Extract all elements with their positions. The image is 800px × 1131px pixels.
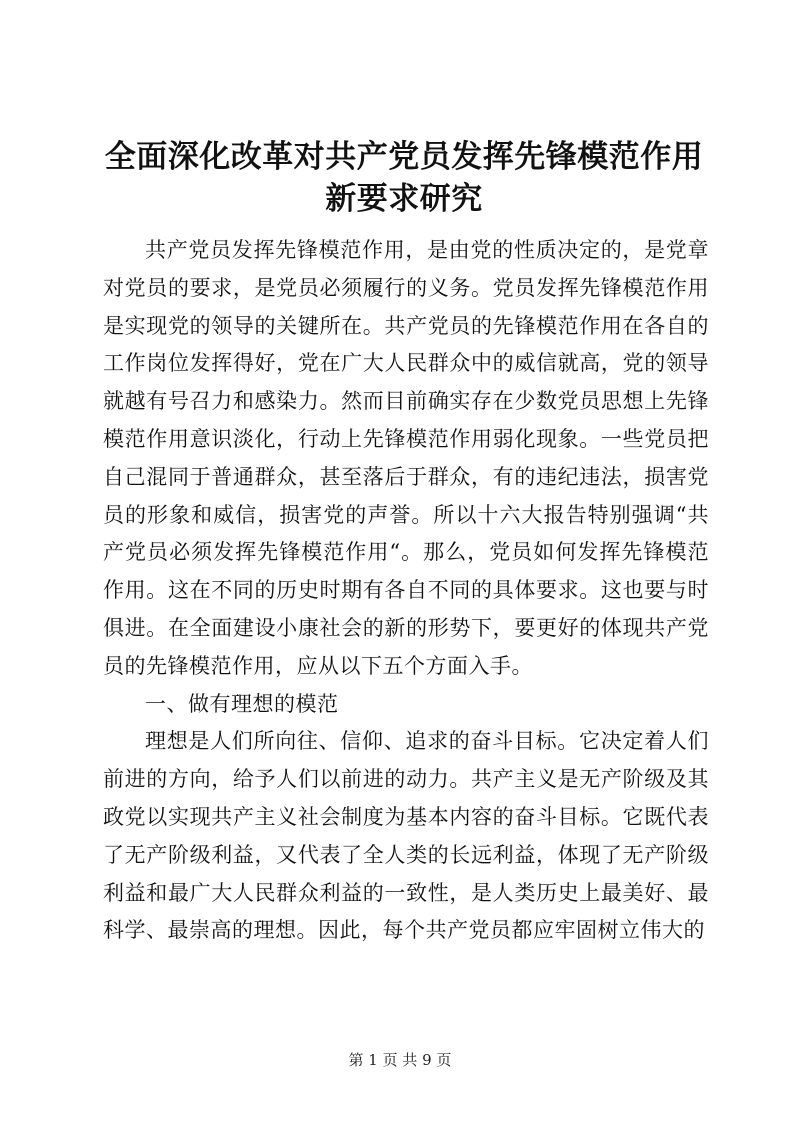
document-body bbox=[103, 232, 709, 950]
section-heading-1: 一、做有理想的模范 bbox=[145, 691, 339, 716]
document-title: 全面深化改革对共产党员发挥先锋模范作用新要求研究 bbox=[104, 139, 704, 217]
page-footer: 第 1 页 共 9 页 bbox=[348, 1051, 452, 1069]
paragraph-intro: 共产党员发挥先锋模范作用，是由党的性质决定的，是党章对党员的要求，是党员必须履行的义务。党员发挥先锋模范作用是实现党的领导的关键所在。共产党员的先锋模范作用在各自的工作岗位发挥得好，党在广大人民群众中的威信就高，党的领导就越有号召力和感染力。然而目前确实存在少数党员思想上先锋模范作用意识淡化，行动上先锋模范作用弱化现象。一些党员把自己混同于普通群众，甚至落后于群众，有的违纪违法，损害党员的形象和威信，损害党的声誉。所以十六大报告特别强调“共产党员必须发挥先锋模范作用“。那么，党员如何发挥先锋模范作用。这在不同的历史时期有各自不同的具体要求。这也要与时俱进。在全面建设小康社会的新的形势下，要更好的体现共产党员的先锋模范作用，应从以下五个方面入手。 bbox=[103, 238, 709, 678]
paragraph-ideal: 理想是人们所向往、信仰、追求的奋斗目标。它决定着人们前进的方向，给予人们以前进的动力。共产主义是无产阶级及其政党以实现共产主义社会制度为基本内容的奋斗目标。它既代表了无产阶级利益，又代表了全人类的长远利益，体现了无产阶级利益和最广大人民群众利益的一致性，是人类历史上最美好、最科学、最崇高的理想。因此，每个共产党员都应牢固树立伟大的 bbox=[103, 729, 709, 943]
